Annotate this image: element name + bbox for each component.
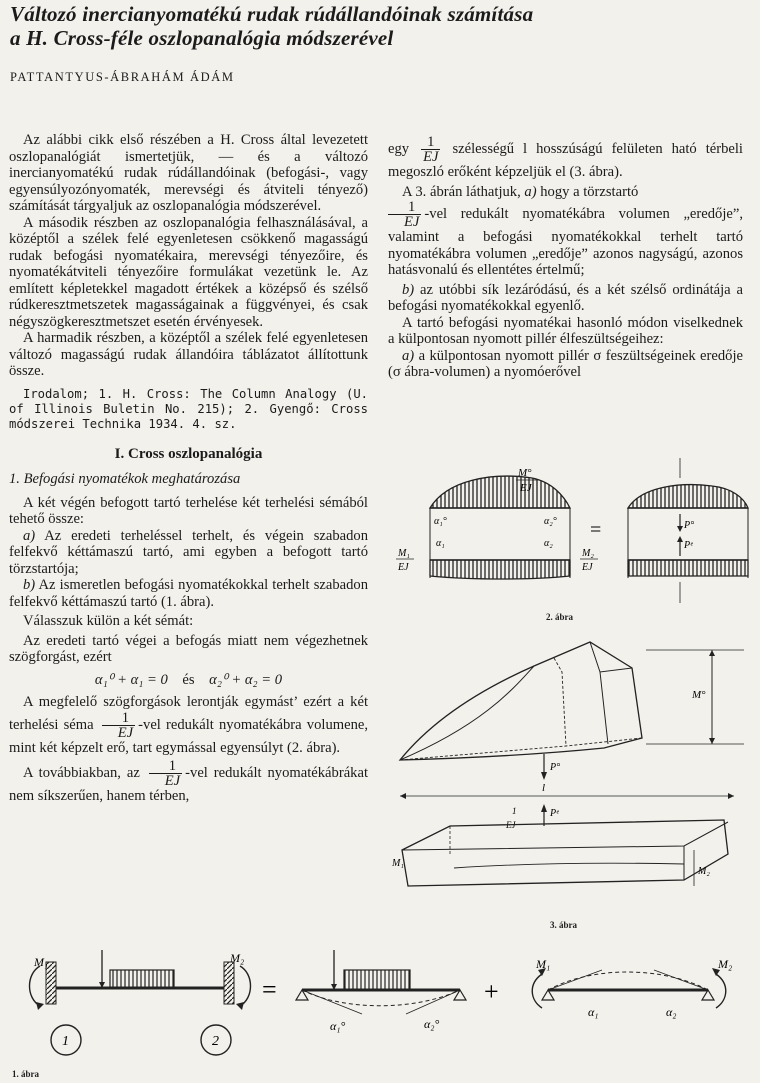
label-b: b) — [23, 577, 36, 593]
fraction-1-over-EJ — [388, 200, 421, 229]
paragraph-further — [9, 759, 368, 805]
figure-1-drawing — [12, 944, 752, 1068]
right-column — [388, 132, 743, 381]
fraction-numerator: 1 — [421, 135, 440, 150]
label-m0: M° — [692, 689, 706, 701]
label-ej-m1: EJ — [398, 562, 409, 573]
label-alpha2-0: α₂° — [424, 1017, 440, 1031]
fraction-1-over-EJ — [102, 711, 135, 740]
figure-1 — [12, 944, 752, 1068]
text-a: Az eredeti terheléssel terhelt, és végein szabadon felfekvő kéttámaszú tartó, ami egyben a befogott tartó törzstartója; — [9, 527, 368, 577]
label-a: a) — [23, 527, 36, 544]
circle-1-label: 1 — [62, 1034, 69, 1049]
paragraph-equilibrium — [9, 694, 368, 756]
text-further-start: A továbbiakban, az — [23, 764, 140, 781]
label-ej: EJ — [520, 482, 532, 494]
label-ej-m2: EJ — [582, 562, 593, 573]
text-equilibrium-end: -vel redukált nyomatékábra volumene, mint két képzelt erő, tart egymással egyensúlyt (2. ábra). — [9, 716, 368, 756]
paragraph-column-a — [388, 348, 743, 381]
label-alpha2-0: α₂° — [544, 516, 557, 527]
fraction-1-over-EJ — [421, 135, 440, 164]
author: PATTANTYUS-ÁBRAHÁM ÁDÁM — [10, 70, 235, 84]
figure-2-drawing — [392, 458, 754, 608]
paragraph-column-behaviour: A tartó befogási nyomatékai hasonló módon viselkednek a külpontosan nyomott pillér élfeszültségeihez: — [388, 314, 743, 347]
label-l: l — [542, 782, 546, 794]
label-m1: M₁ — [392, 858, 404, 869]
label-a: a) — [524, 183, 537, 200]
paragraph-b — [388, 282, 743, 315]
intro-paragraph-3: A harmadik részben, a középtől a szélek felé egyenletesen változó magasságú rudak állandóira táblázatot állítottunk össze. — [9, 330, 368, 379]
m0-diagram-left — [430, 476, 570, 508]
distributed-load — [110, 970, 174, 988]
intro-paragraph-2: A második részben az oszlopanalógia felhasználásával, a középtől a szélek felé egyenletesen csökkenő magasságú rudak befogási nyomatékaira, merevségi tényezőire, és nyomatékátviteli tényezőire formulákat vezetünk le. Az említett képletekkel magadott értékek a középső és szélső rúdkeresztmetszetek magasságainak a függvényei, és csak négyszögkeresztmetszet esetén érvényesek. — [9, 214, 368, 330]
label-alpha1-b: α₁ — [588, 1005, 599, 1019]
wall-right — [224, 962, 234, 1004]
distributed-load-2 — [344, 970, 410, 990]
text-further-end: -vel redukált nyomatékábrákat nem síkszerűen, hanem térben, — [9, 764, 368, 804]
label-alpha1-0: α₁° — [330, 1019, 346, 1033]
references: Irodalom; 1. H. Cross: The Column Analogy (U. of Illinois Buletin No. 215); 2. Gyengő: Cross módszerei Technika 1934. 4. sz. — [9, 386, 368, 431]
label-alpha2: α₂ — [544, 538, 553, 549]
m-diagram-left — [430, 560, 570, 579]
left-column — [9, 132, 368, 808]
text-b: Az ismeretlen befogási nyomatékokkal terhelt szabadon felfekvő kéttámaszú tartó (1. ábra). — [9, 577, 368, 610]
label-p0: P° — [684, 520, 695, 531]
m0-diagram-right — [628, 485, 748, 508]
section-title: I. Cross oszlopanalógia — [114, 445, 263, 462]
equation-rotation — [9, 672, 368, 689]
label-m2: M₂ — [582, 548, 594, 559]
subsection-title: 1. Befogási nyomatékok meghatározása — [9, 471, 241, 487]
label-p0: P° — [550, 762, 561, 773]
paragraph-load-schemes: A két végén befogott tartó terhelése két terhelési sémából tehető össze: — [9, 494, 368, 527]
label-alpha2-b: α₂ — [666, 1005, 677, 1019]
equation-lhs: α₁⁰ + α₁ = 0 — [94, 671, 168, 688]
label-pe: Pᵉ — [550, 808, 559, 819]
m-volume — [402, 820, 728, 886]
figure-3 — [394, 628, 756, 918]
text-column-a: a külpontosan nyomott pillér σ feszültségeinek eredője (σ ábra-volumen) a nyomóerővel — [388, 347, 743, 380]
equation-and: és — [182, 671, 195, 688]
label-b: b) — [402, 281, 415, 298]
fraction-denominator: EJ — [404, 214, 420, 230]
text-fig3-mid: hogy a törzstartó — [536, 183, 639, 200]
fraction-numerator: 1 — [388, 200, 421, 215]
fraction-denominator: EJ — [423, 149, 439, 165]
label-m2: M₂ — [698, 866, 710, 877]
figure-3-caption: 3. ábra — [550, 920, 577, 930]
fraction-denominator: EJ — [117, 724, 134, 741]
text-fig3-end: -vel redukált nyomatékábra volumen „eredője”, valamint a befogási nyomatékokkal terhelt tartó nyomatékábra volumen „eredője” azonos nagyságú, azonos hatásvonalú és ellentétes értelmű; — [388, 205, 743, 278]
figure-2 — [392, 458, 754, 608]
paragraph-surface — [388, 135, 743, 181]
label-ej: EJ — [506, 820, 516, 830]
text-surface-end: szélességű l hosszúságú felületen ható térbeli megoszló erőként képzeljük el (3. ábra). — [388, 140, 743, 180]
plus-sign: + — [484, 977, 499, 1006]
label-alpha1-0: α₁° — [434, 516, 447, 527]
figure-3-drawing — [394, 628, 756, 918]
label-a: a) — [402, 347, 415, 364]
paragraph-separate: Válasszuk külön a két sémát: — [23, 613, 194, 629]
label-m2: M₂ — [230, 951, 245, 965]
equals-sign: = — [262, 975, 277, 1004]
paragraph-scheme-a — [9, 528, 368, 578]
label-m1: M₁ — [34, 955, 49, 969]
fraction-numerator: 1 — [149, 759, 182, 774]
fraction-1-over-EJ — [149, 759, 182, 788]
label-m2-2: M₂ — [718, 957, 733, 971]
label-m1: M₁ — [398, 548, 410, 559]
equals-sign: = — [590, 519, 602, 541]
text-fig3-start: A 3. ábrán láthatjuk, — [402, 183, 525, 200]
circle-2-label: 2 — [212, 1034, 219, 1049]
figure-2-caption: 2. ábra — [546, 612, 573, 622]
m-diagram-right — [628, 560, 748, 576]
label-alpha1: α₁ — [436, 538, 445, 549]
fraction-denominator: EJ — [164, 773, 181, 789]
title-line-1: Változó inercianyomatékú rudak rúdállandóinak számítása — [10, 2, 534, 26]
label-m0: M° — [518, 467, 532, 479]
fraction-numerator: 1 — [102, 711, 135, 726]
paragraph-fixed-ends: Az eredeti tartó végei a befogás miatt nem végezhetnek szögforgást, ezért — [9, 632, 368, 665]
equation-rhs: α₂⁰ + α₂ = 0 — [209, 671, 283, 688]
article-title — [10, 2, 750, 50]
intro-paragraph-1: Az alábbi cikk első részében a H. Cross által levezetett oszlopanalógiát ismertetjük, — és a változó inercianyomatékú rudak rúdállandóinak (befogási-, vagy egyensúlyozónyomaték, merevségi és átviteli tényező) számítását tárgyaljuk az oszlopanalógia módszerével. — [9, 132, 368, 214]
paragraph-fig3 — [388, 184, 743, 279]
label-pe: Pᵉ — [684, 540, 693, 551]
text-b: az utóbbi sík lezáródású, és a két szélső ordinátája a befogási nyomatékokkal egyenlő. — [388, 281, 743, 314]
label-m1-2: M₁ — [536, 957, 551, 971]
title-line-2: a H. Cross-féle oszlopanalógia módszerével — [10, 26, 394, 50]
label-one: 1 — [512, 806, 517, 816]
figure-1-caption: 1. ábra — [12, 1069, 39, 1079]
text-equilibrium-start: A megfelelő szögforgások lerontják egymást’ ezért a két terhelési séma — [9, 694, 368, 733]
text-surface-start: egy — [388, 140, 410, 157]
paragraph-scheme-b — [9, 577, 368, 610]
